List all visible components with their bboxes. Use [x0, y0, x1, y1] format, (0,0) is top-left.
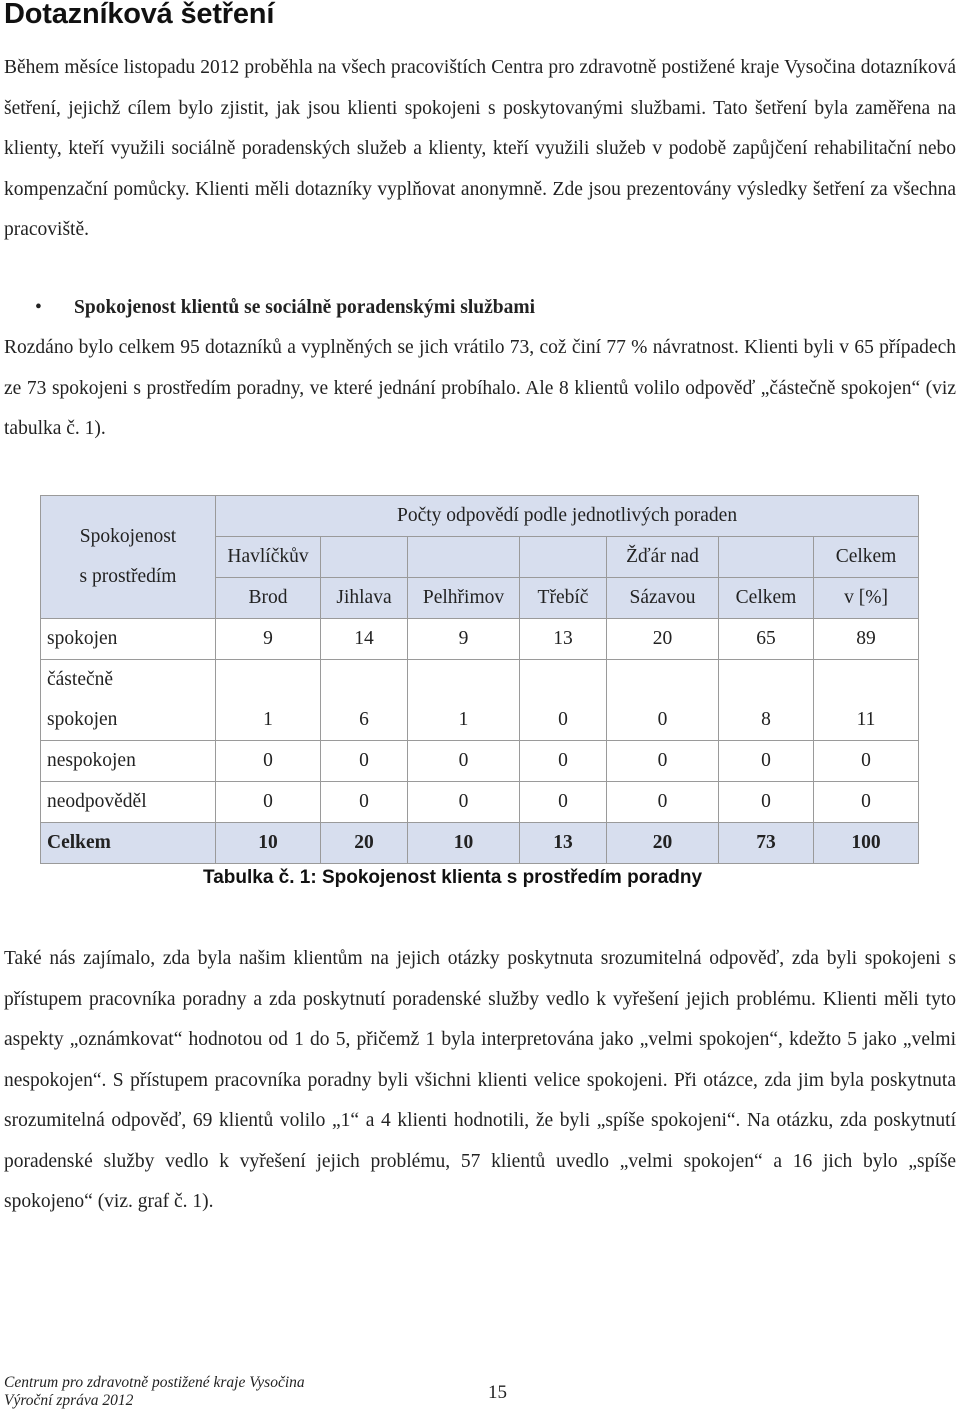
- table-cell: 0: [719, 782, 814, 823]
- total-cell: 20: [607, 823, 719, 864]
- table-cell: 0: [607, 782, 719, 823]
- row-label: spokojen: [41, 619, 216, 660]
- column-header-top: Celkem: [814, 537, 919, 578]
- table-row: [41, 782, 919, 823]
- total-cell: 20: [321, 823, 408, 864]
- table-row: [41, 619, 919, 660]
- total-cell: 100: [814, 823, 919, 864]
- table-cell: 0: [607, 741, 719, 782]
- column-header: Jihlava: [321, 578, 408, 619]
- footer-org-name: Centrum pro zdravotně postižené kraje Vysočina: [4, 1374, 305, 1391]
- table-cell: 9: [408, 619, 520, 660]
- row-label: částečně spokojen: [41, 660, 216, 741]
- column-header: Brod: [216, 578, 321, 619]
- footer-report-name: Výroční zpráva 2012: [4, 1392, 134, 1409]
- total-cell: 13: [520, 823, 607, 864]
- table-caption: Tabulka č. 1: Spokojenost klienta s prostředím poradny: [203, 867, 703, 888]
- table-cell: 0: [814, 741, 919, 782]
- table-cell: 9: [216, 619, 321, 660]
- table-cell: 20: [607, 619, 719, 660]
- column-header-top: [321, 537, 408, 578]
- table-cell: 0: [321, 782, 408, 823]
- column-header-top: [408, 537, 520, 578]
- section-paragraph: Rozdáno bylo celkem 95 dotazníků a vyplněných se jich vrátilo 73, což činí 77 % návratnost. Klienti byli v 65 případech ze 73 spokojeni s prostředím poradny, ve které jednání probíhalo. Ale 8 klientů volilo odpověď „částečně spokojen“ (viz tabulka č. 1).: [4, 337, 956, 439]
- table-cell: 6: [321, 660, 408, 741]
- table-row: [41, 741, 919, 782]
- total-cell: 10: [408, 823, 520, 864]
- total-cell: 73: [719, 823, 814, 864]
- table-total-row: [41, 823, 919, 864]
- table-cell: 0: [719, 741, 814, 782]
- table-cell: 0: [520, 741, 607, 782]
- column-header-top: Havlíčkův: [216, 537, 321, 578]
- table-corner-header: Spokojenost s prostředím: [41, 496, 216, 619]
- table-cell: 0: [408, 782, 520, 823]
- intro-paragraph: Během měsíce listopadu 2012 proběhla na všech pracovištích Centra pro zdravotně postižené kraje Vysočina dotazníková šetření, jejichž cílem bylo zjistit, jak jsou klienti spokojeni s poskytovanými službami. Tato šetření byla zaměřena na klienty, kteří využili sociálně poradenských služeb a klienty, kteří využili služeb v podobě zapůjčení rehabilitační nebo kompenzační pomůcky. Klienti měli dotazníky vyplňovat anonymně. Zde jsou prezentovány výsledky šetření za všechna pracoviště.: [4, 57, 956, 240]
- table-cell: 0: [520, 782, 607, 823]
- table-cell: 65: [719, 619, 814, 660]
- table-row: [41, 660, 919, 741]
- satisfaction-table: [40, 495, 919, 864]
- total-cell: 10: [216, 823, 321, 864]
- table-cell: 0: [321, 741, 408, 782]
- column-header-top: [719, 537, 814, 578]
- column-header-top: [520, 537, 607, 578]
- table-cell: 89: [814, 619, 919, 660]
- table-cell: 1: [216, 660, 321, 741]
- closing-paragraph: Také nás zajímalo, zda byla našim klientům na jejich otázky poskytnuta srozumitelná odpověď, zda byli spokojeni s přístupem pracovníka poradny a zda poskytnutí poradenské služby vedlo k vyřešení jejich problému. Klienti měli tyto aspekty „oznámkovat“ hodnotou od 1 do 5, přičemž 1 byla interpretována jako „velmi spokojen“, kdežto 5 jako „velmi nespokojen“. S přístupem pracovníka poradny byli všichni klienti velice spokojeni. Při otázce, zda jim byla poskytnuta srozumitelná odpověď, 69 klientů volilo „1“ a 4 klienti hodnotili, že byli „spíše spokojeni“. Na otázku, zda poskytnutí poradenské služby vedlo k vyřešení jejich problému, 57 klientů uvedlo „velmi spokojen“ a 16 jich bylo „spíše spokojeno“ (viz. graf č. 1).: [4, 948, 956, 1212]
- column-header: Sázavou: [607, 578, 719, 619]
- table-cell: 0: [408, 741, 520, 782]
- table-cell: 11: [814, 660, 919, 741]
- table-cell: 0: [814, 782, 919, 823]
- table-cell: 1: [408, 660, 520, 741]
- table-cell: 0: [216, 782, 321, 823]
- column-header-top: Žďár nad: [607, 537, 719, 578]
- page-heading: Dotazníková šetření: [4, 0, 275, 30]
- section-title: Spokojenost klientů se sociálně poradenskými službami: [74, 297, 536, 318]
- row-label: nespokojen: [41, 741, 216, 782]
- column-header: v [%]: [814, 578, 919, 619]
- table-group-header: Počty odpovědí podle jednotlivých poraden: [216, 496, 919, 537]
- bullet-icon: •: [35, 297, 42, 318]
- table-cell: 0: [216, 741, 321, 782]
- column-header: Pelhřimov: [408, 578, 520, 619]
- table-cell: 8: [719, 660, 814, 741]
- table-cell: 13: [520, 619, 607, 660]
- total-label: Celkem: [41, 823, 216, 864]
- table-cell: 0: [607, 660, 719, 741]
- column-header: Celkem: [719, 578, 814, 619]
- page-number: 15: [488, 1382, 507, 1403]
- footer-organization: [4, 1374, 305, 1410]
- row-label: neodpověděl: [41, 782, 216, 823]
- table-cell: 14: [321, 619, 408, 660]
- table-cell: 0: [520, 660, 607, 741]
- column-header: Třebíč: [520, 578, 607, 619]
